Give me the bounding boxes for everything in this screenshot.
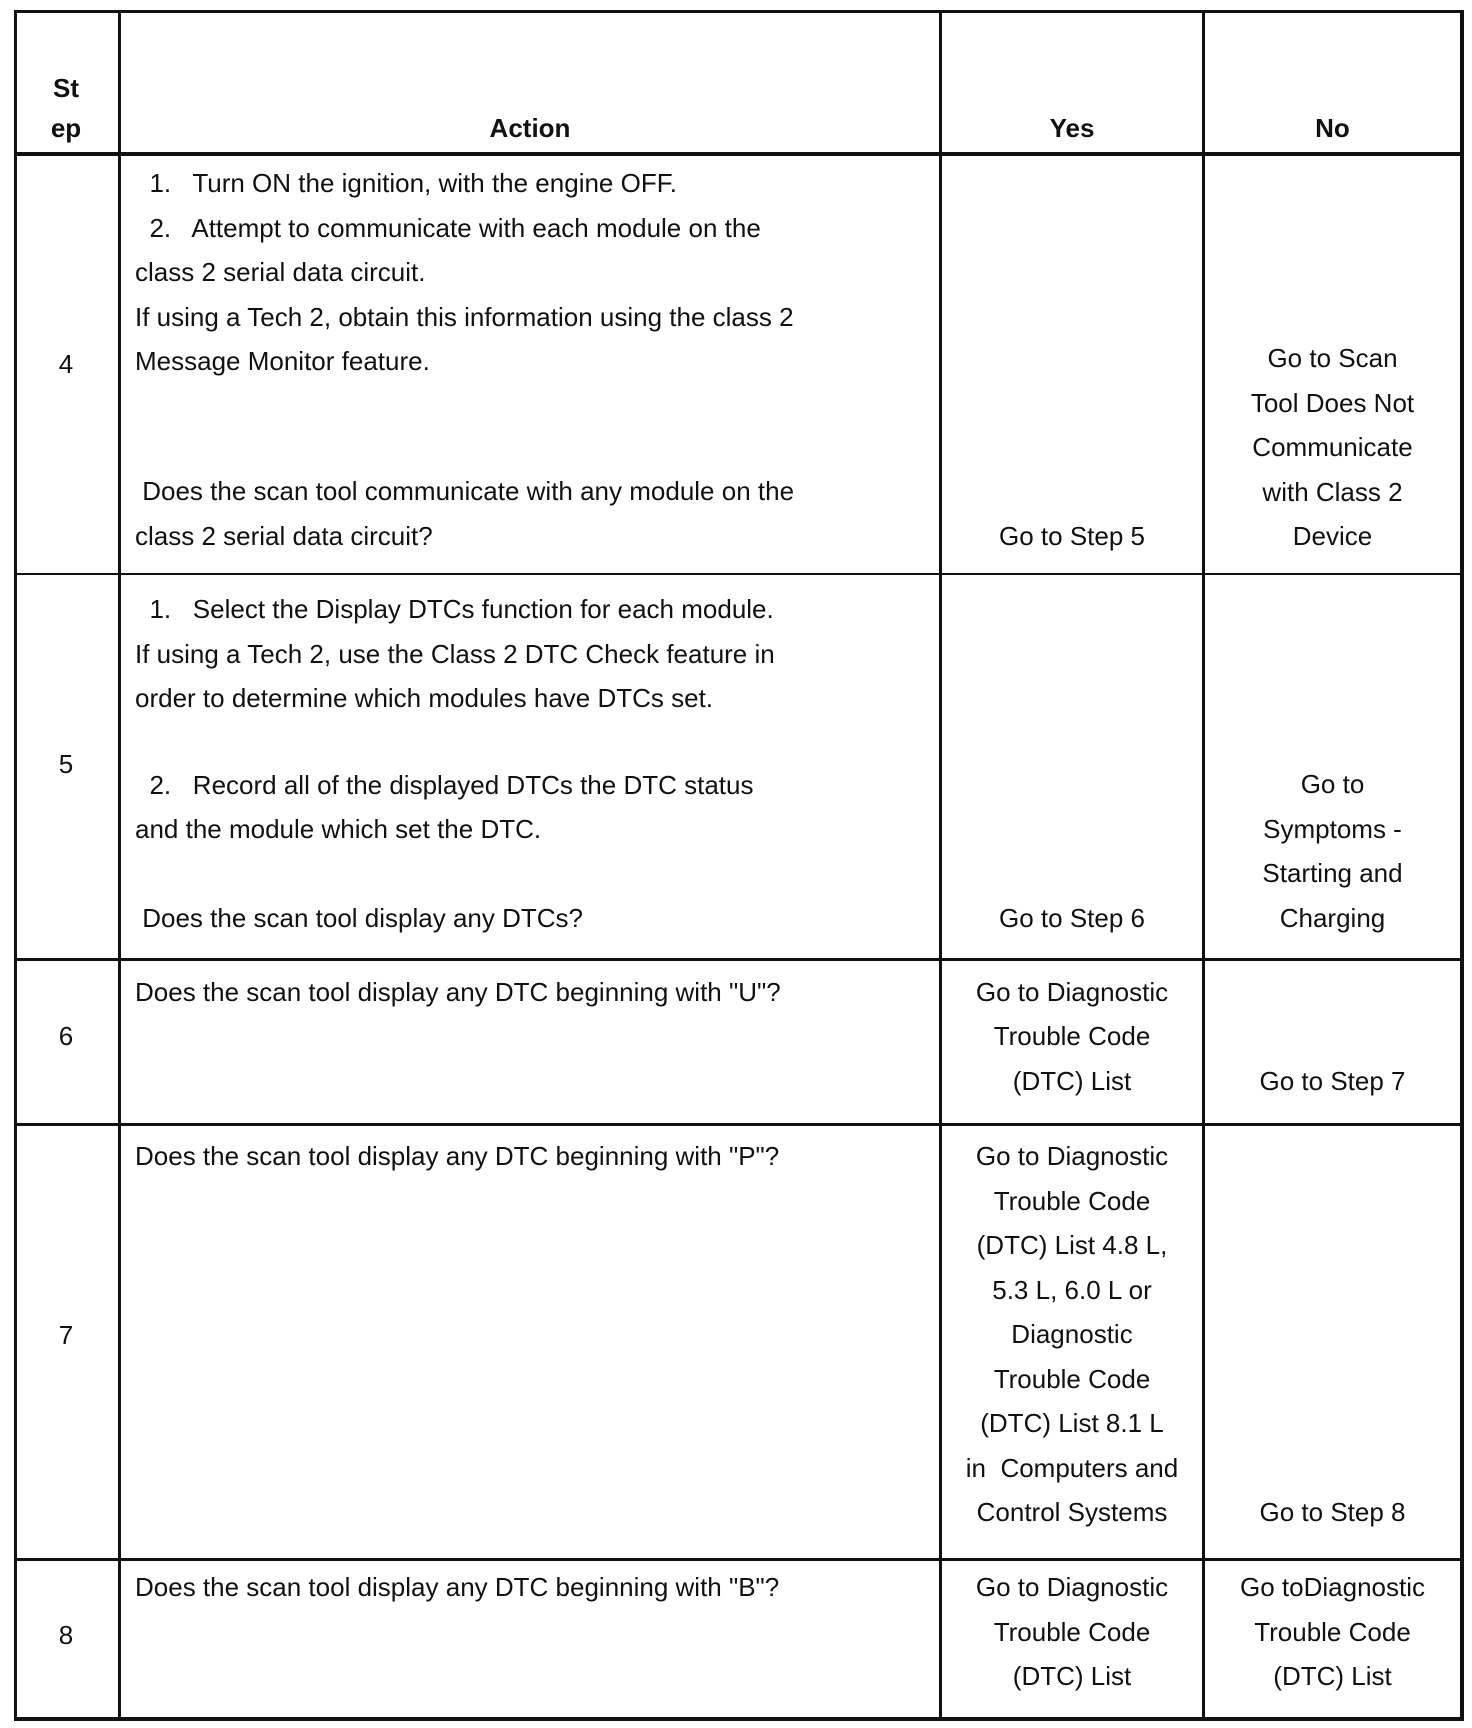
- no-line: Communicate: [1252, 432, 1413, 462]
- no-line: Trouble Code: [1254, 1617, 1411, 1647]
- no-line: Charging: [1279, 903, 1386, 933]
- question-line: class 2 serial data circuit?: [135, 521, 433, 551]
- header-yes: Yes: [1049, 113, 1095, 143]
- question-line: Does the scan tool communicate with any module on the: [135, 476, 795, 506]
- yes-line: 5.3 L, 6.0 L or: [992, 1275, 1152, 1305]
- yes-cell: Go to Step 6: [999, 903, 1145, 933]
- no-line: Go to: [1300, 769, 1365, 799]
- yes-line: Trouble Code: [993, 1186, 1151, 1216]
- action-line: 2. Attempt to communicate with each module on the: [135, 213, 761, 243]
- yes-cell: Go to Step 5: [999, 521, 1145, 551]
- step-number: 7: [58, 1320, 74, 1350]
- question-line: Does the scan tool display any DTCs?: [135, 903, 583, 933]
- yes-line: Go to Diagnostic: [975, 1141, 1169, 1171]
- no-line: Starting and: [1262, 858, 1403, 888]
- action-line: and the module which set the DTC.: [135, 814, 542, 844]
- header-step-line1: St: [53, 73, 79, 103]
- action-line: 2. Record all of the displayed DTCs the DTC status: [135, 770, 754, 800]
- yes-line: Control Systems: [976, 1497, 1168, 1527]
- header-action: Action: [489, 113, 571, 143]
- no-line: Tool Does Not: [1250, 388, 1415, 418]
- no-cell: Go to Step 7: [1259, 1066, 1406, 1096]
- diagnostic-table: [14, 10, 1464, 1721]
- yes-line: in Computers and: [965, 1453, 1179, 1483]
- question-line: Does the scan tool display any DTC beginning with "B"?: [135, 1572, 780, 1602]
- no-line: Device: [1292, 521, 1373, 551]
- action-line: class 2 serial data circuit.: [135, 257, 426, 287]
- no-line: Go toDiagnostic: [1240, 1572, 1425, 1602]
- action-line: If using a Tech 2, use the Class 2 DTC Check feature in: [135, 639, 775, 669]
- yes-line: Go to Diagnostic: [975, 977, 1169, 1007]
- action-line: Message Monitor feature.: [135, 346, 430, 376]
- yes-line: (DTC) List 8.1 L: [980, 1408, 1164, 1438]
- yes-line: Trouble Code: [993, 1617, 1151, 1647]
- no-line: (DTC) List: [1273, 1661, 1392, 1691]
- no-line: with Class 2: [1262, 477, 1403, 507]
- action-line: If using a Tech 2, obtain this information using the class 2: [135, 302, 794, 332]
- question-line: Does the scan tool display any DTC beginning with "P"?: [135, 1141, 780, 1171]
- action-line: 1. Select the Display DTCs function for each module.: [135, 594, 774, 624]
- yes-line: Trouble Code: [993, 1021, 1151, 1051]
- question-line: Does the scan tool display any DTC beginning with "U"?: [135, 977, 781, 1007]
- no-line: Symptoms -: [1263, 814, 1402, 844]
- yes-line: Trouble Code: [993, 1364, 1151, 1394]
- action-line: order to determine which modules have DTCs set.: [135, 683, 714, 713]
- yes-line: (DTC) List: [1012, 1066, 1132, 1096]
- step-number: 4: [58, 349, 74, 379]
- no-cell: Go to Step 8: [1259, 1497, 1406, 1527]
- header-step-line2: ep: [50, 113, 82, 143]
- action-line: 1. Turn ON the ignition, with the engine OFF.: [135, 168, 677, 198]
- yes-line: Diagnostic: [1011, 1319, 1133, 1349]
- yes-line: (DTC) List: [1012, 1661, 1132, 1691]
- no-line: Go to Scan: [1267, 343, 1398, 373]
- step-number: 5: [58, 749, 74, 779]
- step-number: 8: [58, 1620, 74, 1650]
- step-number: 6: [58, 1021, 74, 1051]
- yes-line: Go to Diagnostic: [975, 1572, 1169, 1602]
- yes-line: (DTC) List 4.8 L,: [976, 1230, 1168, 1260]
- header-no: No: [1315, 113, 1350, 143]
